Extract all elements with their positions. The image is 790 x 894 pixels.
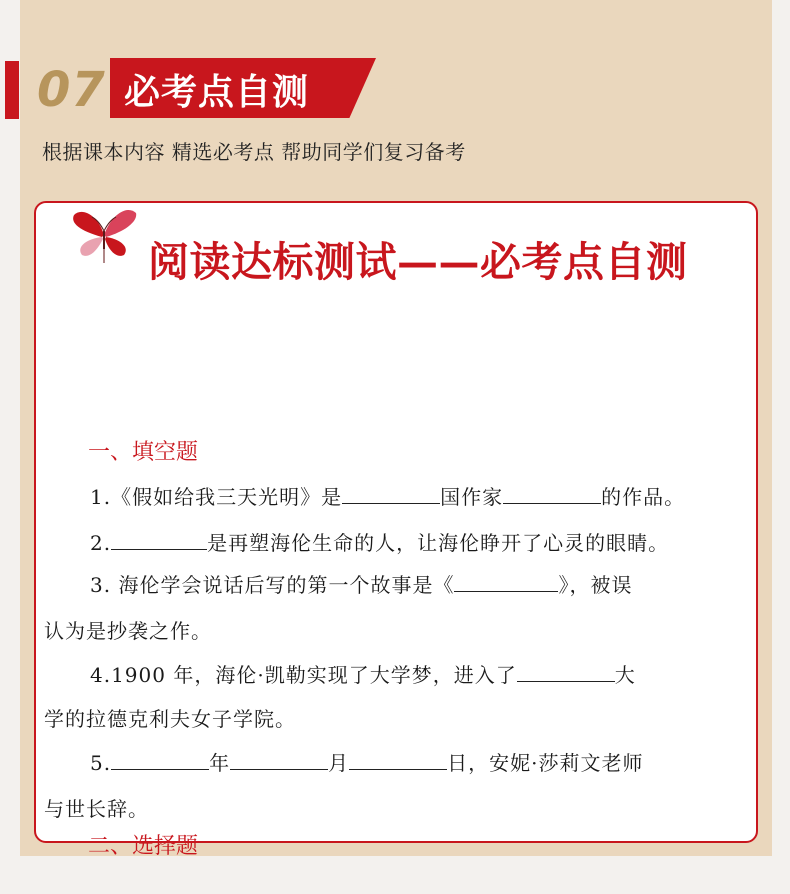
question-text: 》，被误 bbox=[558, 573, 633, 597]
question-text: 的作品。 bbox=[601, 485, 686, 509]
answer-blank bbox=[454, 571, 558, 592]
answer-blank bbox=[111, 749, 209, 770]
question-3 bbox=[90, 569, 632, 598]
question-3-continued bbox=[44, 615, 212, 644]
question-text: 日，安妮·莎莉文老师 bbox=[447, 751, 644, 775]
next-section-title: 二、选择题 bbox=[88, 834, 199, 859]
butterfly-icon bbox=[68, 205, 140, 267]
question-text: 1.《假如给我三天光明》是 bbox=[90, 485, 343, 509]
exercise-card bbox=[34, 201, 758, 859]
document-title: 阅读达标测试——必考点自测 bbox=[148, 238, 688, 286]
question-text: 3. 海伦学会说话后写的第一个故事是《 bbox=[90, 573, 455, 597]
section-subtitle: 根据课本内容 精选必考点 帮助同学们复习备考 bbox=[42, 140, 466, 164]
question-4 bbox=[90, 659, 636, 688]
answer-blank bbox=[503, 483, 601, 504]
fill-blank-section-title: 一、填空题 bbox=[88, 440, 199, 465]
question-text: 认为是抄袭之作。 bbox=[44, 619, 212, 643]
section-title: 必考点自测 bbox=[124, 72, 310, 113]
question-text: 国作家 bbox=[440, 485, 504, 509]
section-number: 07 bbox=[37, 62, 106, 118]
question-text: 年 bbox=[209, 751, 231, 775]
answer-blank bbox=[349, 749, 447, 770]
question-text: 大 bbox=[614, 663, 636, 687]
question-text: 5. bbox=[90, 751, 112, 775]
question-text: 是再塑海伦生命的人，让海伦睁开了心灵的眼睛。 bbox=[207, 531, 670, 555]
question-text: 学的拉德克利夫女子学院。 bbox=[44, 707, 296, 731]
question-text: 月 bbox=[328, 751, 350, 775]
answer-blank bbox=[111, 529, 207, 550]
accent-bar bbox=[5, 61, 19, 119]
answer-blank bbox=[230, 749, 328, 770]
question-text: 与世长辞。 bbox=[44, 797, 149, 821]
question-2 bbox=[90, 527, 669, 556]
question-1 bbox=[90, 481, 685, 510]
question-text: 2. bbox=[90, 531, 112, 555]
answer-blank bbox=[342, 483, 440, 504]
question-4-continued bbox=[44, 703, 296, 732]
question-5-continued bbox=[44, 793, 149, 822]
question-5 bbox=[90, 747, 643, 776]
question-text: 4.1900 年，海伦·凯勒实现了大学梦，进入了 bbox=[90, 663, 517, 687]
answer-blank bbox=[517, 661, 615, 682]
